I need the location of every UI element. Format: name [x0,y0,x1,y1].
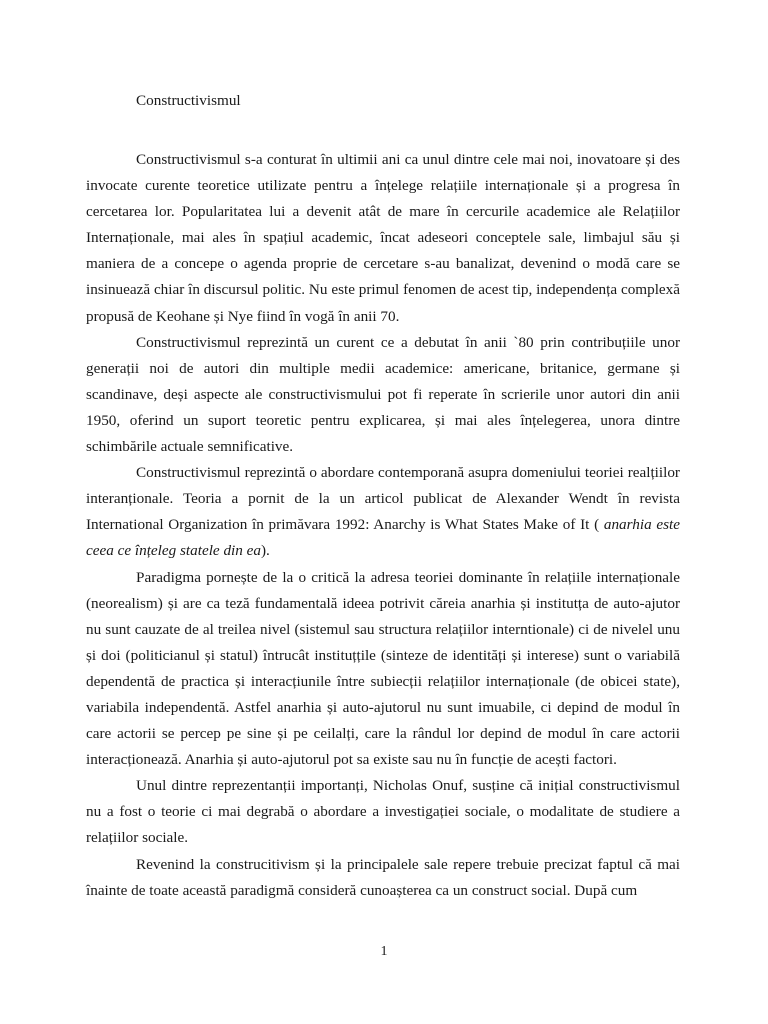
paragraph-3 [86,460,680,564]
document-body [86,147,680,904]
paragraph-6: Revenind la construcitivism și la principalele sale repere trebuie precizat faptul că mai înainte de toate această paradigmă consideră cunoașterea ca un construct social. După cum [86,855,680,899]
paragraph-2: Constructivismul reprezintă un curent ce a debutat în anii `80 prin contribuțiile unor generații noi de autori din multiple medii academice: americane, britanice, germane și scandinave, deși aspecte ale constructivismului pot fi reperate în scrierile unor autori din anii 1950, oferind un suport teoretic pentru explicarea, și mai ales înțelegerea, unora dintre schimbările actuale semnificative. [86,333,680,456]
page-number: 1 [380,944,388,959]
paragraph-3-text: Constructivismul reprezintă o abordare contemporană asupra domeniului teoriei realțiilor interanționale. Teoria a pornit de la un articol publicat de Alexander Wendt în revista International Organization în primăvara 1992: Anarchy is What States Make of It ( [86,464,680,534]
paragraph-4: Paradigma pornește de la o critică la adresa teoriei dominante în relațiile internaționale (neorealism) și are ca teză fundamentală ideea potrivit căreia anarhia și institutța de auto-ajutor nu sunt cauzate de al treilea nivel (sistemul sau structura relațiilor interntionale) ci de nivelel unu și doi (politicianul și statul) întrucât instituțțile (sinteze de identități și interese) sunt o variabilă dependentă de practica și interacțiunile între subiecții relațiilor internaționale (de obicei state), variabila independentă. Astfel anarhia și auto-ajutorul nu sunt imuabile, ci depind de modul în care actorii se percep pe sine și pe ceilalți, care la rândul lor depind de modul în care actorii interacționează. Anarhia și auto-ajutorul pot sa existe sau nu în funcție de acești factori. [86,568,680,769]
paragraph-5: Unul dintre reprezentanții importanți, Nicholas Onuf, susține că inițial constructivismul nu a fost o teorie ci mai degrabă o abordare a investigației sociale, o modalitate de studiere a relațiilor sociale. [86,777,680,847]
paragraph-3-italic: anarhia este ceea ce înțeleg statele din ea [86,516,681,560]
paragraph-1: Constructivismul s-a conturat în ultimii ani ca unul dintre cele mai noi, inovatoare și des invocate curente teoretice utilizate pentru a înțelege relațiile internaționale și a progresa în cercetarea lor. Popularitatea lui a devenit atât de mare în cercurile academice ale Relațiilor Internaționale, mai ales în spațiul academic, încat adeseori conceptele sale, limbajul său și maniera de a concepe o agenda proprie de cercetare s-au banalizat, devenind o modă care se insinuează chiar în discursul politic. Nu este primul fenomen de acest tip, independența complexă propusă de Keohane și Nye fiind în vogă în anii 70. [86,151,680,325]
document-title: Constructivismul [136,92,241,109]
paragraph-3-tail: ). [261,542,270,560]
